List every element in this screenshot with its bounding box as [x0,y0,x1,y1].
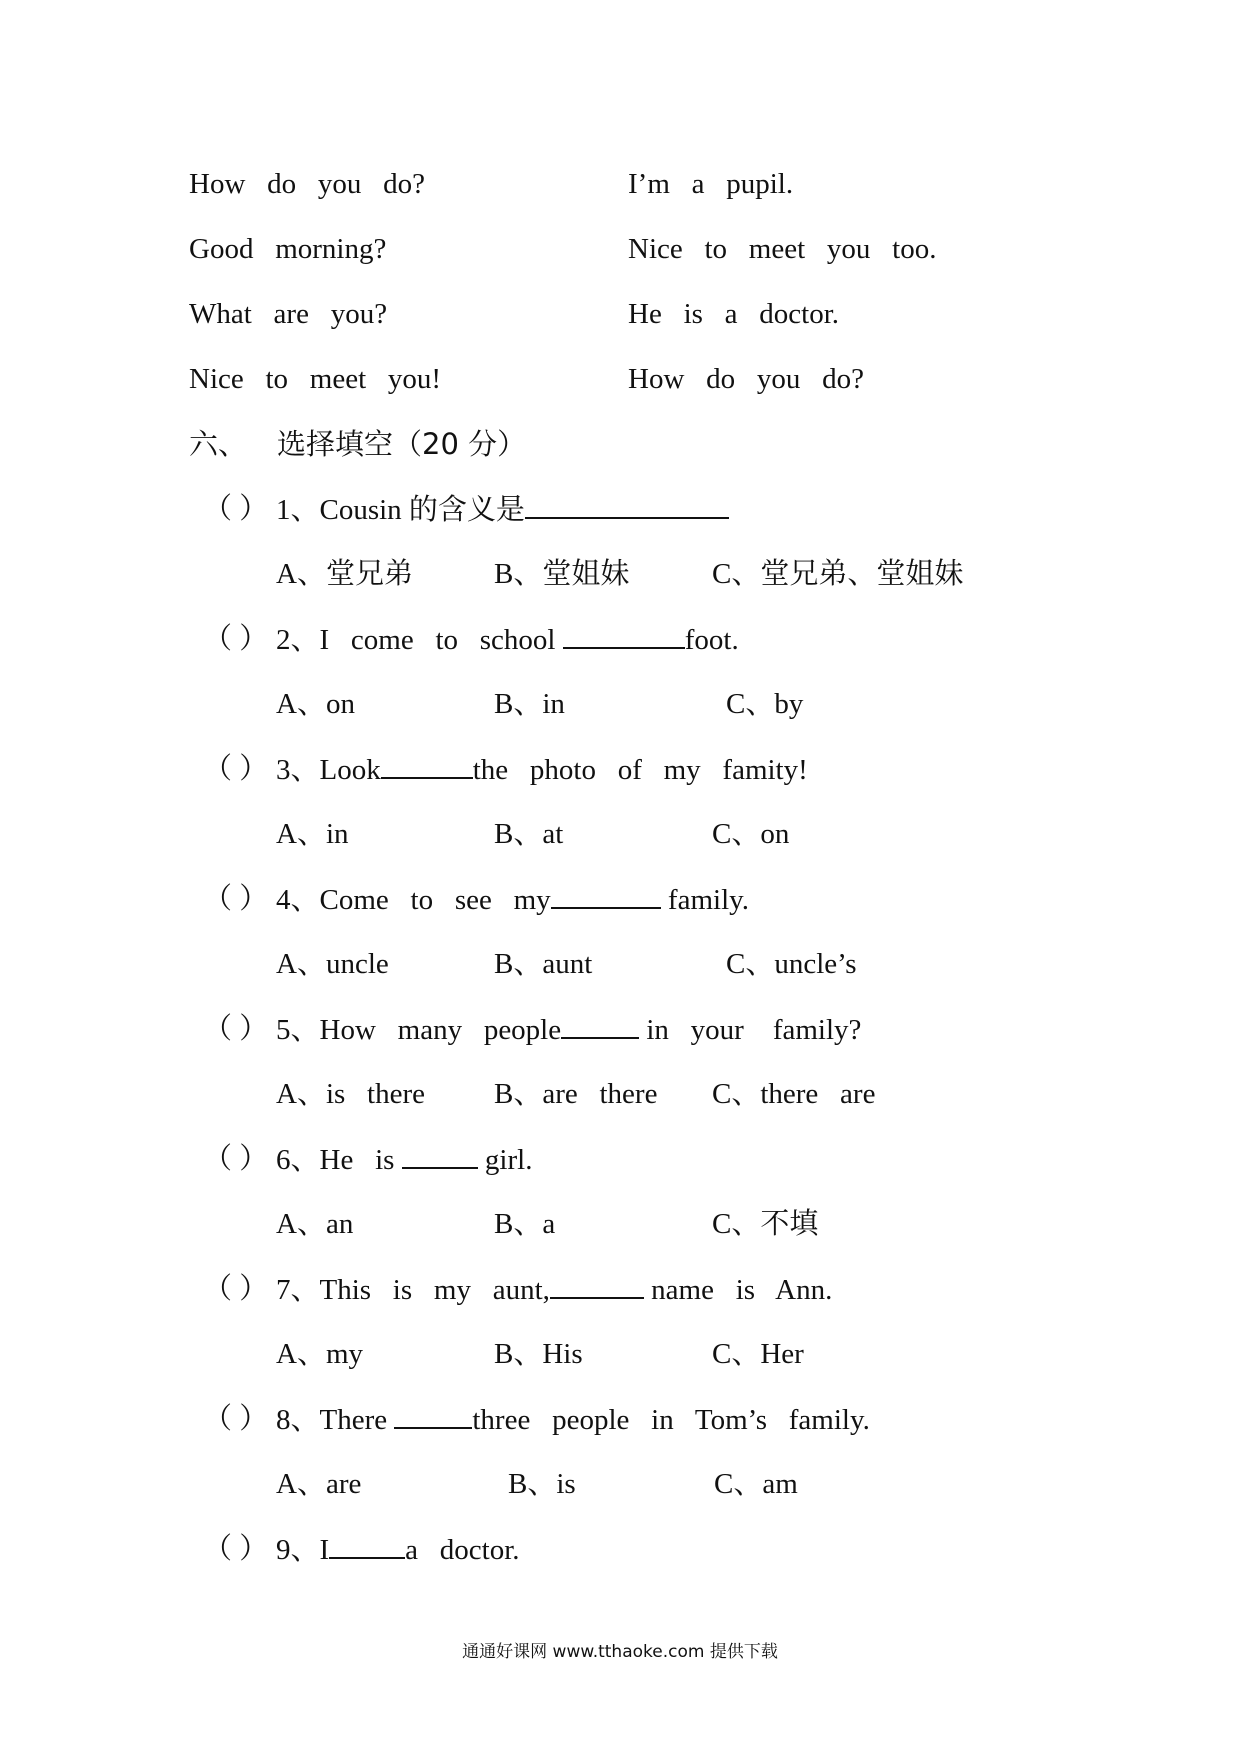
q3-option-b: B、at [494,818,564,850]
question-5-before: 5、How many people [276,1014,562,1046]
question-7-after: name is Ann. [643,1274,833,1306]
match-right-4: How do you do? [628,363,865,395]
question-8-after: three people in Tom’s family. [472,1404,870,1436]
answer-paren-5: （ ） [203,1013,269,1045]
answer-paren-8: （ ） [203,1403,269,1435]
question-1 [276,491,729,528]
question-5 [276,1011,861,1048]
footer-credit: 通通好课网 www.tthaoke.com 提供下载 [462,1642,778,1662]
section-title: 选择填空（20 分） [277,427,527,461]
q1-option-a: A、堂兄弟 [276,558,413,590]
answer-paren-2: （ ） [203,623,269,655]
q8-option-a: A、are [276,1468,362,1500]
answer-blank-5[interactable] [561,1011,639,1039]
question-4 [276,881,749,918]
question-7-before: 7、This is my aunt, [276,1274,550,1306]
answer-blank-7[interactable] [550,1271,644,1299]
q1-option-b: B、堂姐妹 [494,558,630,590]
match-right-3: He is a doctor. [628,298,840,330]
q8-option-b: B、is [508,1468,576,1500]
question-6-after: girl. [477,1144,533,1176]
answer-paren-9: （ ） [203,1533,269,1565]
q4-option-a: A、uncle [276,948,389,980]
match-right-1: I’m a pupil. [628,168,794,200]
match-right-2: Nice to meet you too. [628,233,937,265]
question-9-before: 9、I [276,1534,330,1566]
answer-blank-9[interactable] [329,1531,405,1559]
match-left-1: How do you do? [189,168,426,200]
answer-blank-6[interactable] [402,1141,478,1169]
q4-option-c: C、uncle’s [726,948,857,980]
q5-option-b: B、are there [494,1078,658,1110]
match-left-2: Good morning? [189,233,387,265]
question-3-before: 3、Look [276,754,381,786]
q2-option-a: A、on [276,688,355,720]
q1-option-c: C、堂兄弟、堂姐妹 [712,558,964,590]
answer-paren-1: （ ） [203,493,269,525]
answer-blank-1[interactable] [525,491,729,519]
answer-blank-4[interactable] [551,881,661,909]
answer-paren-3: （ ） [203,753,269,785]
question-3-after: the photo of my famity! [472,754,808,786]
question-6 [276,1141,532,1178]
q5-option-c: C、there are [712,1078,876,1110]
question-9 [276,1531,520,1568]
question-8-before: 8、There [276,1404,395,1436]
answer-paren-7: （ ） [203,1273,269,1305]
question-9-after: a doctor. [405,1534,520,1566]
question-7 [276,1271,832,1308]
q6-option-a: A、an [276,1208,354,1240]
question-2 [276,621,739,658]
match-left-4: Nice to meet you! [189,363,442,395]
match-left-3: What are you? [189,298,388,330]
q3-option-c: C、on [712,818,790,850]
answer-blank-2[interactable] [563,621,685,649]
q3-option-a: A、in [276,818,349,850]
question-2-after: foot. [684,624,739,656]
section-heading [189,426,526,462]
q7-option-a: A、my [276,1338,364,1370]
q6-option-b: B、a [494,1208,556,1240]
section-number: 六、 [189,427,248,461]
question-1-before: 1、Cousin 的含义是 [276,494,525,526]
q4-option-b: B、aunt [494,948,593,980]
question-6-before: 6、He is [276,1144,402,1176]
q2-option-b: B、in [494,688,565,720]
answer-blank-3[interactable] [381,751,473,779]
q7-option-c: C、Her [712,1338,804,1370]
question-4-before: 4、Come to see my [276,884,551,916]
q7-option-b: B、His [494,1338,583,1370]
question-5-after: in your family? [639,1014,862,1046]
question-4-after: family. [660,884,749,916]
question-3 [276,751,808,788]
question-8 [276,1401,870,1438]
q5-option-a: A、is there [276,1078,425,1110]
answer-paren-4: （ ） [203,883,269,915]
answer-blank-8[interactable] [394,1401,472,1429]
question-2-before: 2、I come to school [276,624,563,656]
q6-option-c: C、不填 [712,1208,819,1240]
q8-option-c: C、am [714,1468,798,1500]
q2-option-c: C、by [726,688,804,720]
answer-paren-6: （ ） [203,1143,269,1175]
